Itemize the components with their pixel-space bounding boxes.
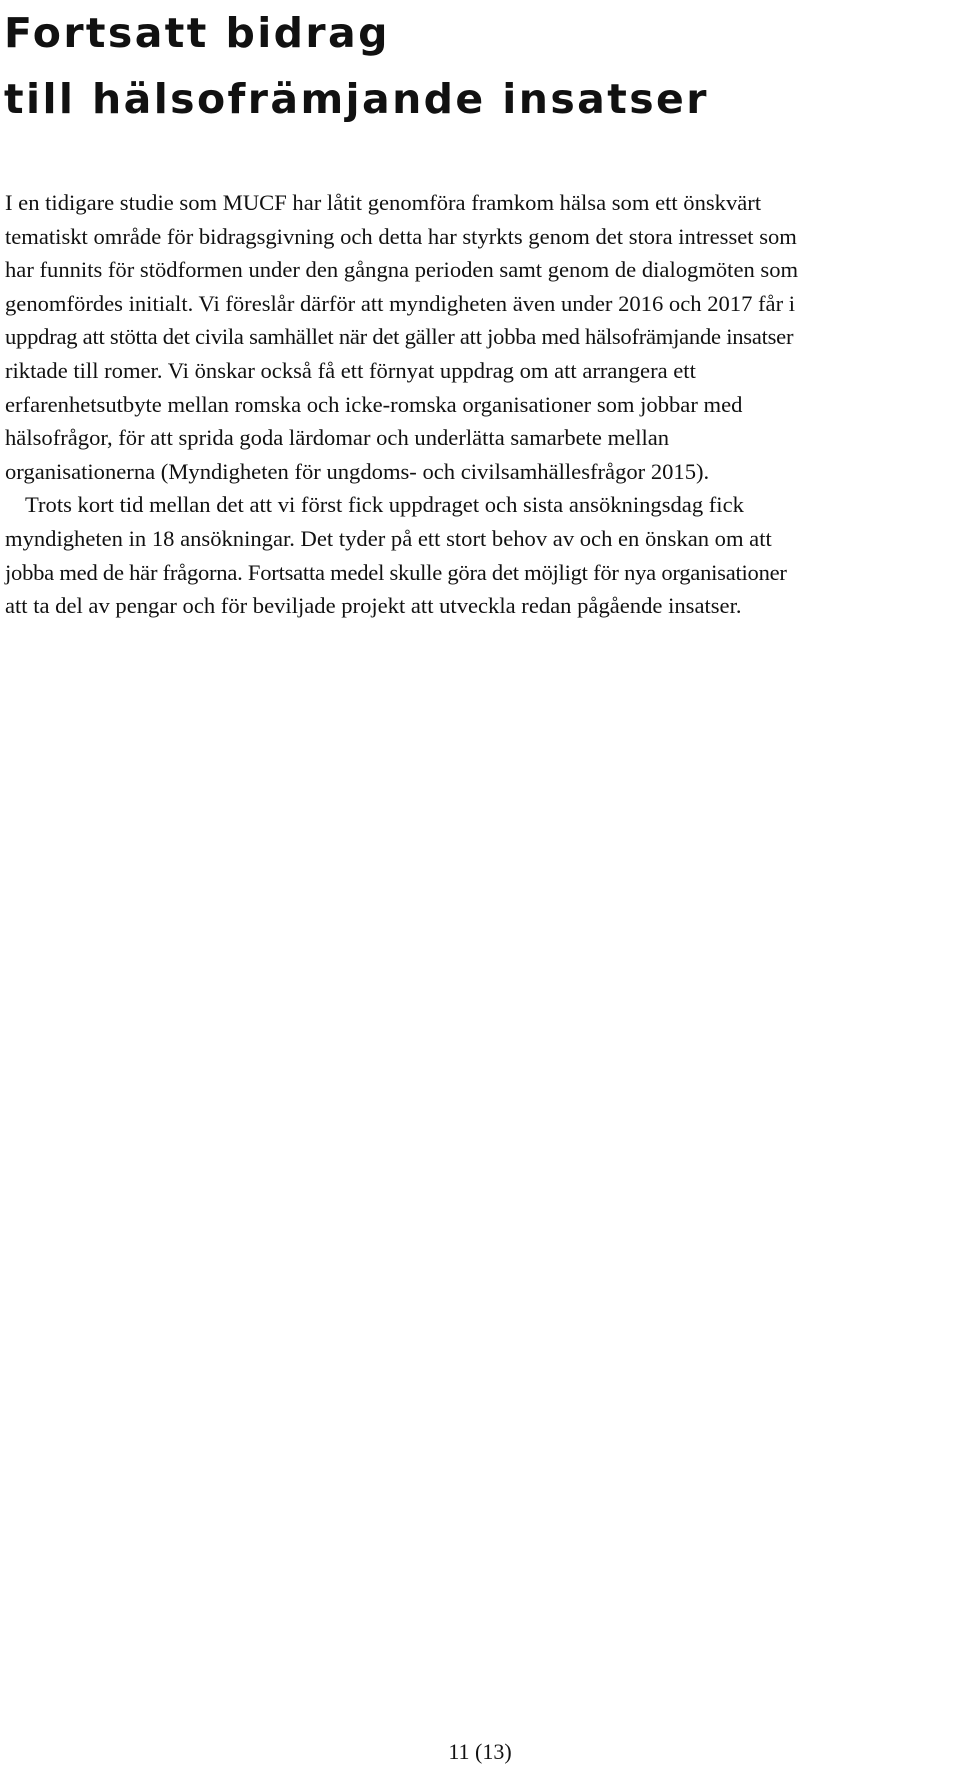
body-line: I en tidigare studie som MUCF har låtit genomföra framkom hälsa som ett önskvärt <box>5 190 762 215</box>
body-line: genomfördes initialt. Vi föreslår därför att myndigheten även under 2016 och 2017 får i <box>5 290 796 316</box>
body-line: erfarenhetsutbyte mellan romska och icke-romska organisationer som jobbar med <box>5 391 743 417</box>
body-line: riktade till romer. Vi önskar också få ett förnyat uppdrag om att arrangera ett <box>5 357 696 383</box>
body-line: Trots kort tid mellan det att vi först fick uppdraget och sista ansökningsdag fick <box>25 492 744 518</box>
page-number: 11 (13) <box>448 1739 512 1764</box>
body-line: myndigheten in 18 ansökningar. Det tyder på ett stort behov av och en önskan om att <box>5 525 772 551</box>
body-line: organisationerna (Myndigheten för ungdoms- och civilsamhällesfrågor 2015). <box>5 458 710 484</box>
page-title-line-2: till hälsofrämjande insatser <box>4 75 709 123</box>
page-title-line-1: Fortsatt bidrag <box>4 9 390 57</box>
body-line: jobba med de här frågorna. Fortsatta medel skulle göra det möjligt för nya organisationer <box>5 559 787 585</box>
body-line: har funnits för stödformen under den gångna perioden samt genom de dialogmöten som <box>5 257 799 283</box>
body-line: hälsofrågor, för att sprida goda lärdomar och underlätta samarbete mellan <box>5 425 670 451</box>
page-title <box>4 0 954 132</box>
body-line: tematiskt område för bidragsgivning och detta har styrkts genom det stora intresset som <box>5 223 797 249</box>
body-text <box>5 186 955 623</box>
body-line: att ta del av pengar och för beviljade projekt att utveckla redan pågående insatser. <box>5 593 742 619</box>
body-line: uppdrag att stötta det civila samhället när det gäller att jobba med hälsofrämjande insatser <box>5 324 794 350</box>
